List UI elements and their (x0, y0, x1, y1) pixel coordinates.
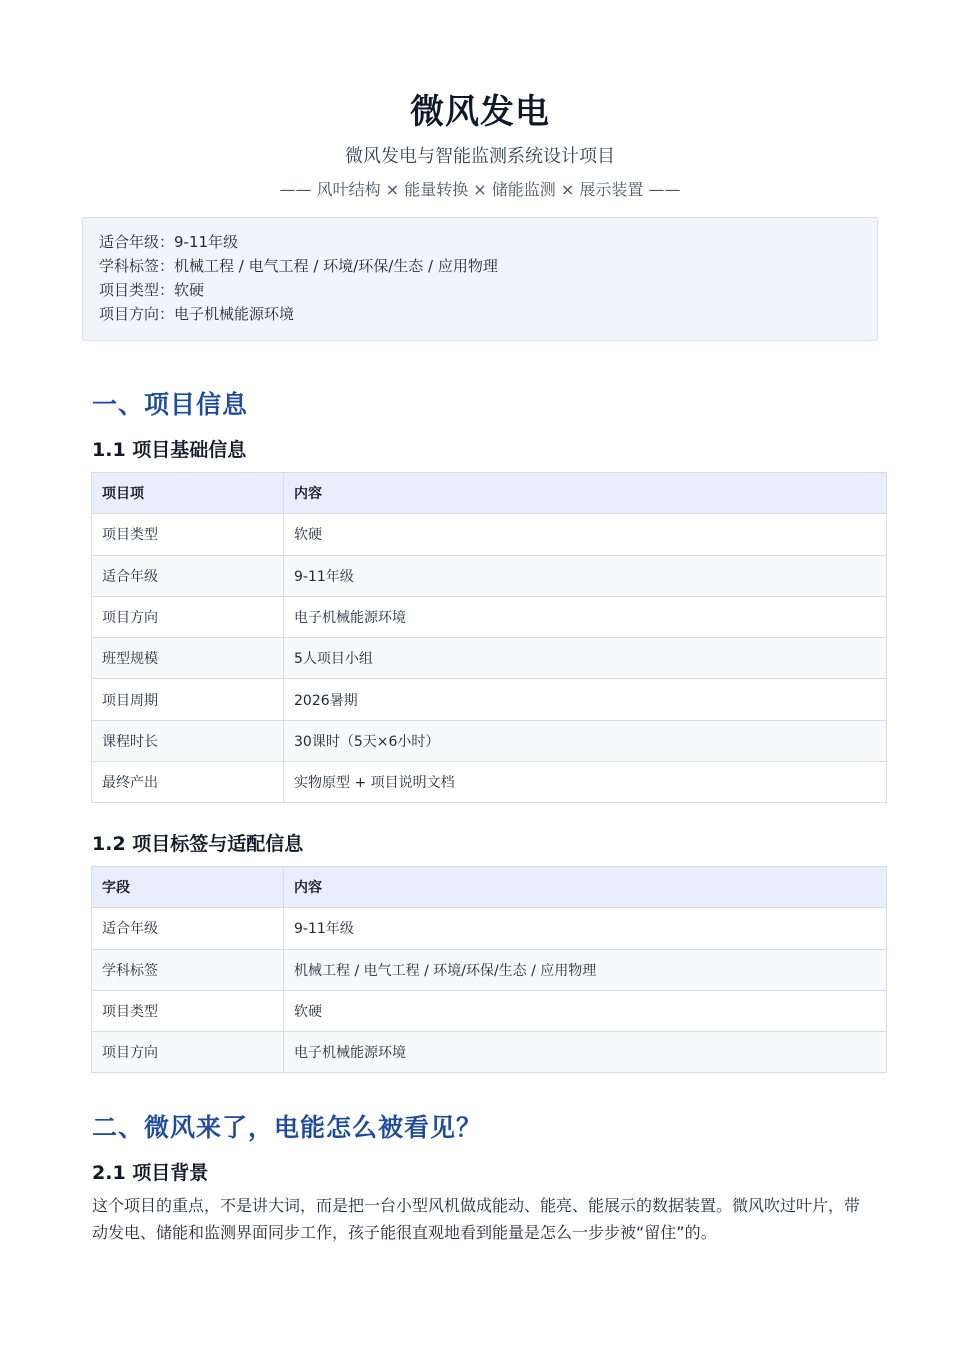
document-tagline: —— 风叶结构 × 能量转换 × 储能监测 × 展示装置 —— (279, 180, 681, 199)
table-cell-value: 5人项目小组 (284, 638, 887, 679)
table-cell-label: 适合年级 (92, 555, 284, 596)
table-cell-label: 项目类型 (92, 990, 284, 1031)
table-row (92, 1032, 887, 1073)
meta-direction: 项目方向：电子机械能源环境 (99, 305, 295, 323)
table-row (92, 555, 887, 596)
table-cell-value: 2026暑期 (284, 679, 887, 720)
table-row (92, 990, 887, 1031)
background-paragraph: 这个项目的重点，不是讲大词，而是把一台小型风机做成能动、能亮、能展示的数据装置。微风吹过叶片，带动发电、储能和监测界面同步工作，孩子能很直观地看到能量是怎么一步步被“留住”的。 (92, 1196, 861, 1242)
table-cell-value: 机械工程 / 电气工程 / 环境/环保/生态 / 应用物理 (284, 949, 887, 990)
document-title: 微风发电 (410, 92, 550, 132)
table-header-row (92, 473, 887, 514)
table-row (92, 720, 887, 761)
section-heading-project-info: 一、项目信息 (92, 390, 249, 419)
table-cell-value: 9-11年级 (284, 908, 887, 949)
table-cell-label: 项目周期 (92, 679, 284, 720)
document-subtitle: 微风发电与智能监测系统设计项目 (345, 146, 615, 167)
subsection-heading-project-background: 2.1 项目背景 (92, 1162, 209, 1184)
table-cell-value: 电子机械能源环境 (284, 596, 887, 637)
table-row (92, 596, 887, 637)
table-cell-label: 项目方向 (92, 596, 284, 637)
table-header-cell: 内容 (284, 867, 887, 908)
table-header-cell: 内容 (284, 473, 887, 514)
table-cell-value: 软硬 (284, 990, 887, 1031)
table-row (92, 762, 887, 803)
table-cell-label: 班型规模 (92, 638, 284, 679)
table-row (92, 908, 887, 949)
table-cell-value: 30课时（5天×6小时） (284, 720, 887, 761)
subsection-heading-basic-info: 1.1 项目基础信息 (92, 439, 247, 461)
basic-info-table (91, 472, 887, 803)
table-cell-value: 软硬 (284, 514, 887, 555)
table-cell-value: 电子机械能源环境 (284, 1032, 887, 1073)
table-row (92, 514, 887, 555)
table-row (92, 949, 887, 990)
table-cell-value: 9-11年级 (284, 555, 887, 596)
table-cell-label: 学科标签 (92, 949, 284, 990)
meta-subjects: 学科标签：机械工程 / 电气工程 / 环境/环保/生态 / 应用物理 (99, 257, 498, 275)
table-header-row (92, 867, 887, 908)
section-heading-background: 二、微风来了，电能怎么被看见？ (92, 1113, 483, 1142)
table-row (92, 638, 887, 679)
tags-info-table (91, 866, 887, 1073)
table-row (92, 679, 887, 720)
table-cell-value: 实物原型 + 项目说明文档 (284, 762, 887, 803)
project-meta-box (82, 217, 878, 341)
table-cell-label: 项目类型 (92, 514, 284, 555)
meta-type: 项目类型：软硬 (99, 281, 205, 299)
table-header-cell: 字段 (92, 867, 284, 908)
table-cell-label: 最终产出 (92, 762, 284, 803)
table-header-cell: 项目项 (92, 473, 284, 514)
meta-grade: 适合年级：9-11年级 (99, 233, 239, 251)
subsection-heading-tags: 1.2 项目标签与适配信息 (92, 833, 304, 855)
table-cell-label: 项目方向 (92, 1032, 284, 1073)
table-cell-label: 课程时长 (92, 720, 284, 761)
table-cell-label: 适合年级 (92, 908, 284, 949)
